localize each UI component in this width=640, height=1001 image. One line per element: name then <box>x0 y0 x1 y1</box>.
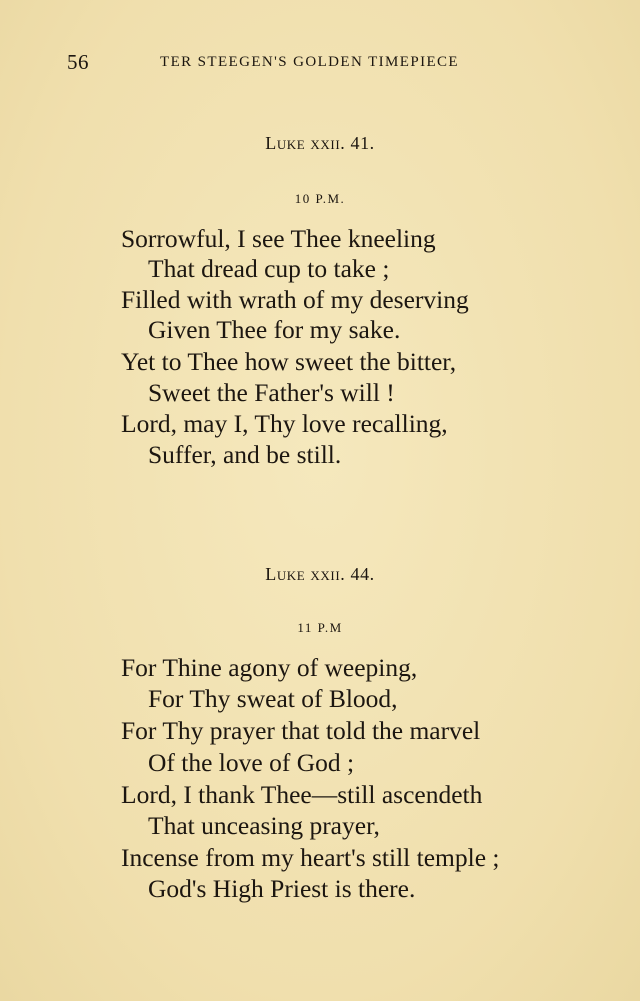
verse-line: Lord, may I, Thy love recalling, <box>121 409 448 438</box>
scripture-reference: Luke xxii. 41. <box>265 133 375 153</box>
verse-line: For Thy sweat of Blood, <box>148 684 398 713</box>
verse-line: Sorrowful, I see Thee kneeling <box>121 224 436 253</box>
verse-line: God's High Priest is there. <box>148 874 416 903</box>
verse-line: Sweet the Father's will ! <box>148 378 395 407</box>
hour-label: 11 P.M <box>297 620 343 635</box>
verse-line: Given Thee for my sake. <box>148 315 401 344</box>
verse-line: Yet to Thee how sweet the bitter, <box>121 347 457 376</box>
page-number: 56 <box>67 50 89 74</box>
page-header <box>0 48 640 78</box>
verse-line: Lord, I thank Thee—still ascendeth <box>121 780 483 809</box>
running-head: TER STEEGEN'S GOLDEN TIMEPIECE <box>160 54 459 70</box>
verse-line: That unceasing prayer, <box>148 811 380 840</box>
verse-line: For Thine agony of weeping, <box>121 653 418 682</box>
verse-line: Suffer, and be still. <box>148 440 342 469</box>
verse-line: Of the love of God ; <box>148 748 355 777</box>
verse-line: For Thy prayer that told the marvel <box>121 716 481 745</box>
verse-line: That dread cup to take ; <box>148 254 390 283</box>
verse-line: Filled with wrath of my deserving <box>121 285 469 314</box>
verse-line: Incense from my heart's still temple ; <box>121 843 500 872</box>
hour-label: 10 P.M. <box>294 191 346 206</box>
scripture-reference: Luke xxii. 44. <box>265 564 375 584</box>
